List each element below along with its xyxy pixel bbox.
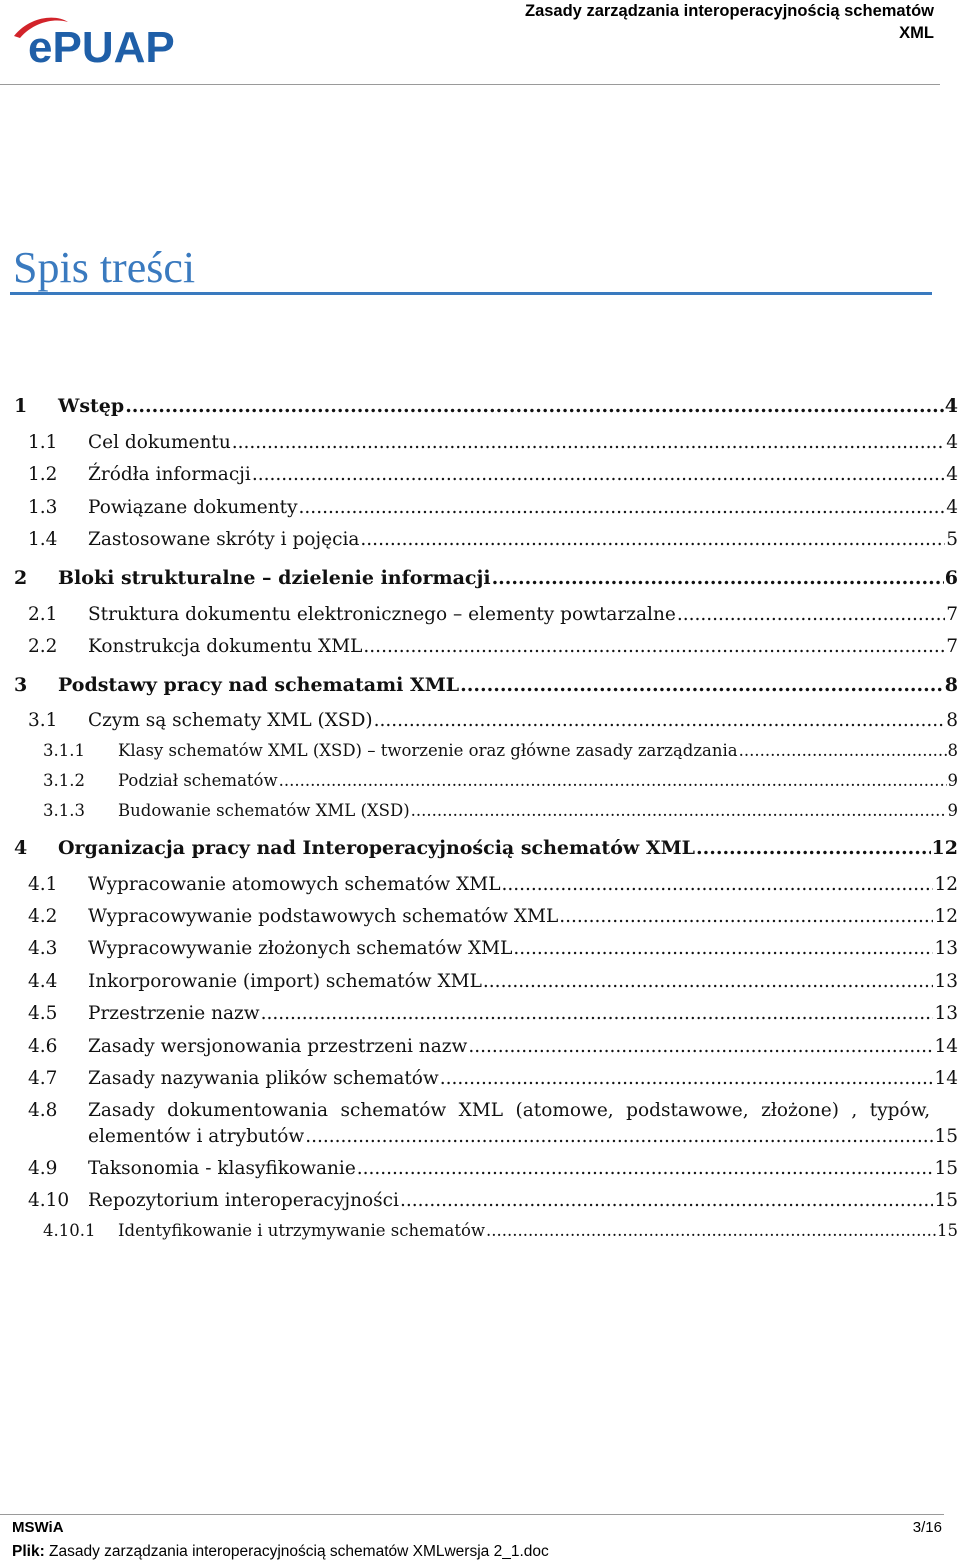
toc-entry-leader — [440, 1068, 934, 1089]
toc-entry-page: 9 — [947, 801, 958, 820]
footer-file-name: Zasady zarządzania interoperacyjnością schematów XMLwersja 2_1.doc — [49, 1543, 549, 1560]
toc-entry-number: 3.1.3 — [43, 801, 85, 820]
toc-entry-page: 12 — [931, 837, 958, 859]
toc-entry-page: 8 — [946, 710, 958, 731]
toc-entry-label — [118, 1221, 958, 1240]
toc-entry-leader — [360, 529, 945, 550]
toc-entry-page: 4 — [946, 464, 958, 485]
toc-entry-leader — [460, 674, 944, 696]
toc-entry-page: 8 — [944, 674, 958, 696]
toc-entry-page: 12 — [934, 906, 958, 927]
toc-entry-leader — [232, 432, 945, 453]
footer-org: MSWiA — [12, 1519, 64, 1536]
toc-entry-label — [88, 1036, 958, 1057]
toc-entry-leader — [261, 1003, 934, 1024]
toc-entry-page: 12 — [934, 874, 958, 895]
toc-entry-leader — [374, 710, 946, 731]
toc-entry-label — [88, 971, 958, 992]
toc-entry-leader — [696, 837, 931, 859]
toc-entry-leader — [483, 971, 934, 992]
toc-entry-label — [118, 741, 958, 760]
toc-entry-leader — [486, 1221, 936, 1240]
toc-entry-page: 13 — [934, 1003, 958, 1024]
toc-entry-number: 1 — [14, 395, 28, 417]
toc-entry-label — [88, 710, 958, 731]
toc-entry-number: 1.4 — [28, 529, 58, 550]
toc-entry-label — [58, 674, 958, 696]
toc-entry-label — [58, 395, 958, 417]
toc-entry-label — [88, 1190, 958, 1211]
footer-divider — [0, 1514, 944, 1515]
toc-entry-leader — [305, 1126, 933, 1147]
toc-entry-page: 15 — [934, 1158, 958, 1179]
toc-entry-text: Czym są schematy XML (XSD) — [88, 710, 373, 731]
document-title-line2: XML — [899, 24, 934, 42]
toc-entry-page: 15 — [934, 1126, 958, 1147]
toc-entry-label — [88, 938, 958, 959]
epuap-logo — [10, 12, 222, 70]
toc-entry-number: 3.1.2 — [43, 771, 85, 790]
toc-entry-number: 4.7 — [28, 1068, 58, 1089]
toc-entry-number: 4.9 — [28, 1158, 58, 1179]
toc-entry-page: 13 — [934, 971, 958, 992]
toc-entry-label — [88, 432, 958, 453]
toc-entry-page: 8 — [947, 741, 958, 760]
toc-entry-label — [88, 1126, 958, 1147]
toc-entry-leader — [400, 1190, 933, 1211]
toc-entry-text: Wypracowywanie podstawowych schematów XML — [88, 906, 559, 927]
toc-heading-rule — [10, 292, 932, 295]
toc-entry-label — [88, 1068, 958, 1089]
toc-entry-label — [88, 464, 958, 485]
toc-entry-number: 4.8 — [28, 1100, 58, 1121]
toc-entry-text: Powiązane dokumenty — [88, 497, 298, 518]
toc-entry-text: Wstęp — [58, 395, 125, 417]
toc-entry-text: Inkorporowanie (import) schematów XML — [88, 971, 482, 992]
footer-file — [12, 1543, 549, 1561]
toc-entry-leader — [357, 1158, 934, 1179]
toc-entry-leader — [299, 497, 946, 518]
toc-entry-leader — [492, 567, 944, 589]
toc-entry-page: 14 — [934, 1036, 958, 1057]
toc-entry-label — [88, 874, 958, 895]
toc-entry-number: 4.2 — [28, 906, 58, 927]
toc-entry-number: 1.1 — [28, 432, 58, 453]
toc-entry-text: Zasady wersjonowania przestrzeni nazw — [88, 1036, 468, 1057]
toc-entry-leader — [739, 741, 947, 760]
toc-entry-label — [58, 567, 958, 589]
toc-entry-leader — [513, 938, 933, 959]
toc-entry-leader — [677, 604, 945, 625]
toc-entry-text: Wypracowanie atomowych schematów XML — [88, 874, 501, 895]
toc-entry-page: 6 — [944, 567, 958, 589]
toc-entry-page: 14 — [934, 1068, 958, 1089]
header-divider — [0, 84, 940, 85]
toc-entry-label — [88, 497, 958, 518]
toc-entry-text: Konstrukcja dokumentu XML — [88, 636, 363, 657]
toc-entry-text: Zastosowane skróty i pojęcia — [88, 529, 360, 550]
toc-entry-text: Podstawy pracy nad schematami XML — [58, 674, 460, 696]
toc-entry-text: Klasy schematów XML (XSD) – tworzenie oraz główne zasady zarządzania — [118, 741, 738, 760]
logo-text: ePUAP — [28, 23, 175, 70]
toc-entry-leader — [468, 1036, 933, 1057]
toc-entry-number: 2.2 — [28, 636, 58, 657]
toc-entry-text: Identyfikowanie i utrzymywanie schematów — [118, 1221, 486, 1240]
toc-entry-page: 4 — [946, 497, 958, 518]
toc-entry-label — [118, 771, 958, 790]
toc-entry-text: Organizacja pracy nad Interoperacyjnością schematów XML — [58, 837, 695, 859]
toc-entry-leader — [125, 395, 944, 417]
page-header — [0, 0, 960, 86]
toc-entry-leader — [252, 464, 945, 485]
toc-entry-text: Cel dokumentu — [88, 432, 231, 453]
toc-entry-label — [118, 801, 958, 820]
toc-entry-number: 3 — [14, 674, 28, 696]
toc-heading: Spis treści — [13, 243, 196, 292]
document-title — [474, 0, 934, 44]
toc-entry-leader — [279, 771, 947, 790]
toc-entry-number: 2.1 — [28, 604, 58, 625]
toc-entry-label — [88, 604, 958, 625]
toc-entry-page: 4 — [944, 395, 958, 417]
toc-entry-text: Przestrzenie nazw — [88, 1003, 260, 1024]
footer-page-number: 3/16 — [912, 1519, 942, 1536]
toc-entry-number: 1.2 — [28, 464, 58, 485]
toc-entry-number: 4.4 — [28, 971, 58, 992]
toc-entry-number: 4.10 — [28, 1190, 70, 1211]
toc-entry-page: 9 — [947, 771, 958, 790]
toc-entry-number: 2 — [14, 567, 28, 589]
toc-entry-label — [58, 837, 958, 859]
toc-entry-text: elementów i atrybutów — [88, 1126, 305, 1147]
toc-entry-text: Repozytorium interoperacyjności — [88, 1190, 399, 1211]
toc-entry-number: 4.10.1 — [43, 1221, 96, 1240]
toc-entry-page: 4 — [946, 432, 958, 453]
toc-entry-text: Wypracowywanie złożonych schematów XML — [88, 938, 513, 959]
document-title-line1: Zasady zarządzania interoperacyjnością schematów — [525, 2, 934, 20]
toc-entry-text: Bloki strukturalne – dzielenie informacji — [58, 567, 491, 589]
toc-entry-text: Struktura dokumentu elektronicznego – elementy powtarzalne — [88, 604, 676, 625]
toc-entry-text: Taksonomia - klasyfikowanie — [88, 1158, 356, 1179]
toc-entry-number: 3.1 — [28, 710, 58, 731]
toc-entry-number: 4.1 — [28, 874, 58, 895]
toc-entry-leader — [559, 906, 933, 927]
toc-entry-page: 15 — [934, 1190, 958, 1211]
toc-entry-number: 1.3 — [28, 497, 58, 518]
toc-entry-leader — [411, 801, 947, 820]
toc-entry-label — [88, 1003, 958, 1024]
toc-entry-label-line1: Zasady dokumentowania schematów XML (atomowe, podstawowe, złożone) , typów, — [88, 1100, 931, 1121]
toc-entry-number: 4.5 — [28, 1003, 58, 1024]
toc-entry-number: 3.1.1 — [43, 741, 85, 760]
toc-entry-page: 13 — [934, 938, 958, 959]
toc-entry-page: 15 — [937, 1221, 958, 1240]
toc-entry-label — [88, 529, 958, 550]
toc-entry-text: Budowanie schematów XML (XSD) — [118, 801, 410, 820]
footer-file-label: Plik: — [12, 1543, 45, 1560]
toc-entry-label — [88, 636, 958, 657]
toc-entry-page: 5 — [946, 529, 958, 550]
toc-entry-text: Źródła informacji — [88, 464, 251, 485]
toc-entry-label — [88, 906, 958, 927]
toc-entry-leader — [502, 874, 934, 895]
toc-entry-number: 4 — [14, 837, 28, 859]
toc-entry-label — [88, 1158, 958, 1179]
toc-entry-text: Podział schematów — [118, 771, 278, 790]
toc-entry-text: Zasady nazywania plików schematów — [88, 1068, 439, 1089]
toc-entry-number: 4.6 — [28, 1036, 58, 1057]
toc-entry-page: 7 — [946, 636, 958, 657]
toc-entry-leader — [363, 636, 945, 657]
toc-entry-page: 7 — [946, 604, 958, 625]
toc-entry-number: 4.3 — [28, 938, 58, 959]
